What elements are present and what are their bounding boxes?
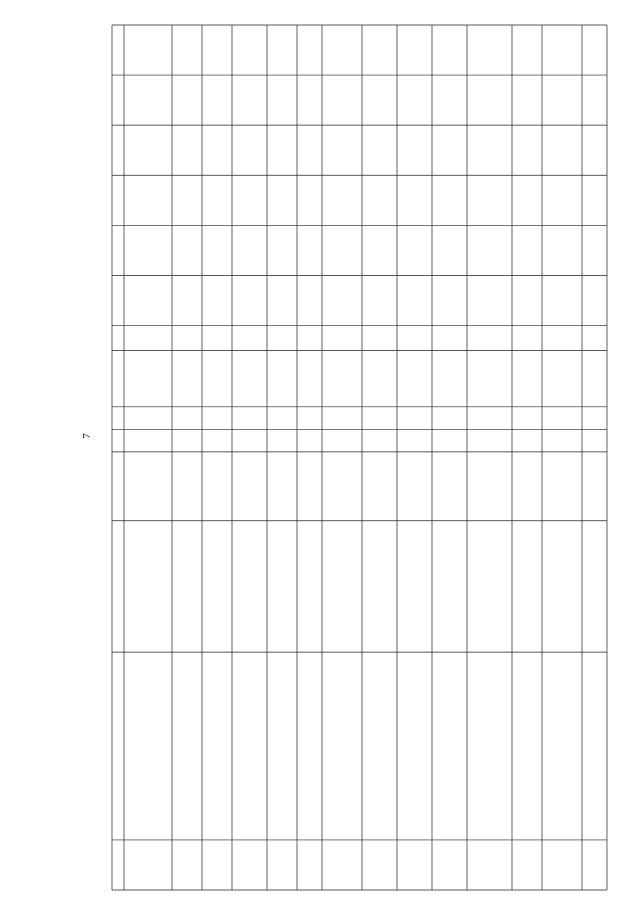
page-number: 7 <box>81 433 93 439</box>
